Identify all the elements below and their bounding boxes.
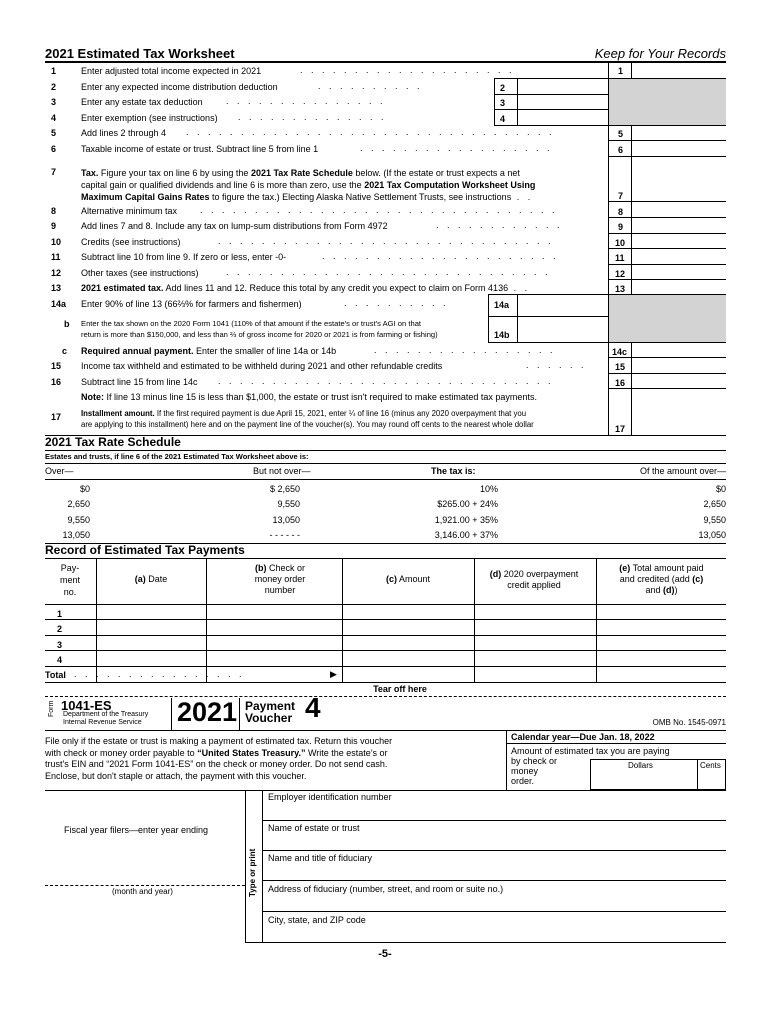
line-14a-number: 14a xyxy=(51,299,67,309)
record-col-date: (a) Date xyxy=(134,574,168,584)
fiduciary-address-input[interactable] xyxy=(268,895,726,909)
line-2-input[interactable] xyxy=(518,79,607,93)
voucher-number: 4 xyxy=(305,692,321,723)
line-2-box-label: 2 xyxy=(500,83,506,93)
line-7-input[interactable] xyxy=(632,157,726,200)
line-12-input[interactable] xyxy=(632,265,726,278)
line-13-text: 2021 estimated tax. Add lines 11 and 12. Reduce this total by any credit you expect to claim on Form 4136 . . xyxy=(81,283,531,293)
line-10-box-label: 10 xyxy=(615,238,626,248)
line-1-box-label: 1 xyxy=(618,66,624,76)
line-11-number: 11 xyxy=(51,252,61,262)
record-col-overpayment: (d) 2020 overpayment credit applied xyxy=(489,569,579,590)
line-16-number: 16 xyxy=(51,377,62,387)
line-2-number: 2 xyxy=(51,82,57,92)
line-17-box-label: 17 xyxy=(615,424,626,434)
rate-row-1-not-over: $ 2,650 xyxy=(269,484,300,494)
line-7-box-label: 7 xyxy=(618,191,624,201)
line-14a-box-label: 14a xyxy=(494,300,510,310)
line-7-text: Tax. Figure your tax on line 6 by using the 2021 Tax Rate Schedule below. (If the estate or trust expects a net capital gain or qualified dividends and line 6 is more than zero, use the 2021 Tax Computation Worksheet Using Maximum Capital Gains Rates to figure the tax.) Electing Alaska Native Settlement Trusts, see instructions . . xyxy=(81,168,536,202)
record-row-3: 3 xyxy=(57,640,63,650)
line-14c-box-label: 14c xyxy=(612,347,628,357)
rate-row-2-not-over: 9,550 xyxy=(277,499,300,509)
rate-row-1-over: $0 xyxy=(79,484,90,494)
rate-header-tax-is: The tax is: xyxy=(431,466,476,476)
type-or-print-label: Type or print xyxy=(248,848,257,897)
line-3-text: Enter any estate tax deduction xyxy=(81,97,203,107)
line-4-number: 4 xyxy=(51,113,57,123)
shaded-area-1 xyxy=(609,78,726,125)
line-9-box-label: 9 xyxy=(618,222,624,232)
keep-records-note: Keep for Your Records xyxy=(594,46,726,61)
line-9-number: 9 xyxy=(51,221,57,231)
line-3-input[interactable] xyxy=(518,95,607,108)
rate-row-4-tax: 3,146.00 + 37% xyxy=(434,530,498,540)
omb-number: OMB No. 1545-0971 xyxy=(652,718,726,727)
line-5-input[interactable] xyxy=(632,126,726,139)
line-4-box-label: 4 xyxy=(500,114,506,124)
form-number: 1041-ES xyxy=(61,698,112,713)
line-1-text: Enter adjusted total income expected in 2021 xyxy=(81,66,262,76)
line-8-number: 8 xyxy=(51,206,57,216)
line-14b-input[interactable] xyxy=(518,317,607,341)
rate-row-2-amount-over: 2,650 xyxy=(703,499,726,509)
line-11-box-label: 11 xyxy=(615,253,625,263)
line-5-box-label: 5 xyxy=(618,129,624,139)
arrow-right-icon: ▶ xyxy=(330,669,337,679)
line-8-input[interactable] xyxy=(632,202,726,216)
voucher-instructions: File only if the estate or trust is making a payment of estimated tax. Return this voucher with check or money order payable to “United States Treasury.” Write the estate's or trust's EIN and “2021 Form 1041-ES” on the check or money order. Do not send cash. Enclose, but don't staple or attach, the payment with this voucher. xyxy=(45,736,393,781)
line-15-input[interactable] xyxy=(632,358,726,372)
line-15-box-label: 15 xyxy=(615,362,626,372)
page-number: -5- xyxy=(378,948,392,960)
fiduciary-name-label: Name and title of fiduciary xyxy=(268,853,373,863)
line-6-number: 6 xyxy=(51,144,57,154)
rate-row-3-tax: 1,921.00 + 35% xyxy=(434,515,498,525)
rate-row-2-over: 2,650 xyxy=(67,499,90,509)
ein-label: Employer identification number xyxy=(268,792,392,802)
line-11-input[interactable] xyxy=(632,249,726,263)
line-1-input[interactable] xyxy=(632,63,726,77)
line-14a-input[interactable] xyxy=(518,295,607,315)
line-2-text: Enter any expected income distribution deduction xyxy=(81,82,278,92)
line-3-box-label: 3 xyxy=(500,98,506,108)
estate-name-label: Name of estate or trust xyxy=(268,823,360,833)
record-col-payment-no: Pay- ment no. xyxy=(59,563,80,597)
line-14c-text: Required annual payment. Enter the smaller of line 14a or 14b xyxy=(81,346,337,356)
rate-header-but-not-over: But not over— xyxy=(253,466,311,476)
line-10-number: 10 xyxy=(51,237,62,247)
line-12-text: Other taxes (see instructions) xyxy=(81,268,199,278)
rate-row-4-not-over: - - - - - - xyxy=(269,530,300,540)
rate-schedule-title: 2021 Tax Rate Schedule xyxy=(45,435,181,449)
month-year-label: (month and year) xyxy=(112,887,173,896)
record-row-1: 1 xyxy=(57,609,63,619)
line-8-text: Alternative minimum tax xyxy=(81,206,178,216)
shaded-area-2 xyxy=(609,294,726,342)
rate-row-2-tax: $265.00 + 24% xyxy=(437,499,498,509)
line-10-text: Credits (see instructions) xyxy=(81,237,181,247)
line-14b-number: b xyxy=(64,319,70,329)
line-5-number: 5 xyxy=(51,128,57,138)
line-5-text: Add lines 2 through 4 xyxy=(81,128,167,138)
line-6-input[interactable] xyxy=(632,141,726,155)
line-11-text: Subtract line 10 from line 9. If zero or less, enter -0- xyxy=(81,252,287,262)
line-1-number: 1 xyxy=(51,66,57,76)
line-4-text: Enter exemption (see instructions) xyxy=(81,113,218,123)
line-17-number: 17 xyxy=(51,412,62,422)
line-16-box-label: 16 xyxy=(615,378,626,388)
estate-name-input[interactable] xyxy=(268,834,726,848)
line-17-input[interactable] xyxy=(632,389,726,434)
line-13-number: 13 xyxy=(51,283,62,293)
fiscal-year-label: Fiscal year filers—enter year ending xyxy=(64,825,209,835)
line-9-text: Add lines 7 and 8. Include any tax on lump-sum distributions from Form 4972 xyxy=(81,221,388,231)
rate-header-amount-over: Of the amount over— xyxy=(639,466,726,476)
line-4-input[interactable] xyxy=(518,110,607,124)
record-row-2: 2 xyxy=(57,624,63,634)
line-12-number: 12 xyxy=(51,268,62,278)
line-9-input[interactable] xyxy=(632,218,726,232)
cents-label: Cents xyxy=(700,761,721,770)
record-col-total-paid: (e) Total amount paid and credited (add (c) and (d)) xyxy=(619,563,704,595)
line-14b-box-label: 14b xyxy=(494,330,510,340)
amount-paying-label: Amount of estimated tax you are paying by check or money order. xyxy=(511,746,670,786)
line-15-text: Income tax withheld and estimated to be withheld during 2021 and other refundable credits xyxy=(81,361,443,371)
line-3-number: 3 xyxy=(51,97,57,107)
line-14a-text: Enter 90% of line 13 (66⅔% for farmers and fishermen) xyxy=(81,299,302,309)
line-8-box-label: 8 xyxy=(618,207,624,217)
dollars-label: Dollars xyxy=(628,761,653,770)
line-15-number: 15 xyxy=(51,361,62,371)
rate-header-over: Over— xyxy=(45,466,74,476)
line-6-box-label: 6 xyxy=(618,145,624,155)
fiduciary-address-label: Address of fiduciary (number, street, and room or suite no.) xyxy=(268,884,504,894)
line-6-text: Taxable income of estate or trust. Subtract line 5 from line 1 xyxy=(81,144,319,154)
record-total-label: Total xyxy=(45,670,66,680)
calendar-year-due: Calendar year—Due Jan. 18, 2022 xyxy=(511,732,655,742)
city-state-zip-label: City, state, and ZIP code xyxy=(268,915,366,925)
line-14c-number: c xyxy=(62,346,68,356)
rate-row-3-over: 9,550 xyxy=(67,515,90,525)
line-16-text: Subtract line 15 from line 14c xyxy=(81,377,198,387)
rate-row-4-over: 13,050 xyxy=(62,530,90,540)
record-col-check-number: (b) Check or money order number xyxy=(254,563,306,595)
line-7-number: 7 xyxy=(51,167,57,177)
payment-voucher-label: Payment Voucher xyxy=(245,699,296,725)
line-13-box-label: 13 xyxy=(615,284,626,294)
record-row-4: 4 xyxy=(57,655,63,665)
city-state-zip-input[interactable] xyxy=(268,926,726,940)
record-title: Record of Estimated Tax Payments xyxy=(45,543,245,557)
rate-schedule-subtitle: Estates and trusts, if line 6 of the 2021 Estimated Tax Worksheet above is: xyxy=(45,452,309,461)
line-16-input[interactable] xyxy=(632,374,726,387)
line-14b-text: Enter the tax shown on the 2020 Form 1041 (110% of that amount if the estate's or trust's AGI on that return is more than $150,000, and less than ⅔ of gross income for 2020 or 2021 is from farming or fishing) xyxy=(81,319,438,339)
line-12-box-label: 12 xyxy=(615,269,626,279)
rate-row-1-amount-over: $0 xyxy=(715,484,726,494)
rate-row-1-tax: 10% xyxy=(479,484,498,494)
department-label: Department of the Treasury Internal Revenue Service xyxy=(63,711,149,726)
line-10-input[interactable] xyxy=(632,234,726,247)
worksheet-title: 2021 Estimated Tax Worksheet xyxy=(45,46,235,61)
line-16-note: Note: If line 13 minus line 15 is less than $1,000, the estate or trust isn't required to make estimated tax payments. xyxy=(81,392,537,402)
record-col-amount: (c) Amount xyxy=(385,574,431,584)
ein-input[interactable] xyxy=(268,803,726,819)
line-13-input[interactable] xyxy=(632,280,726,293)
rate-row-4-amount-over: 13,050 xyxy=(698,530,726,540)
rate-row-3-not-over: 13,050 xyxy=(272,515,300,525)
line-17-text: Installment amount. If the first required payment is due April 15, 2021, enter ¼ of line 16 (minus any 2020 overpayment that you are applying to this installment) here and on the payment line of the voucher(s). You may round off cents to the nearest whole dollar xyxy=(81,409,534,429)
tear-off-label: Tear off here xyxy=(373,684,427,694)
rate-row-3-amount-over: 9,550 xyxy=(703,515,726,525)
form-word-vertical: Form xyxy=(48,700,55,717)
voucher-year: 2021 xyxy=(177,697,238,727)
fiduciary-name-input[interactable] xyxy=(268,864,726,878)
line-14c-input[interactable] xyxy=(632,343,726,356)
